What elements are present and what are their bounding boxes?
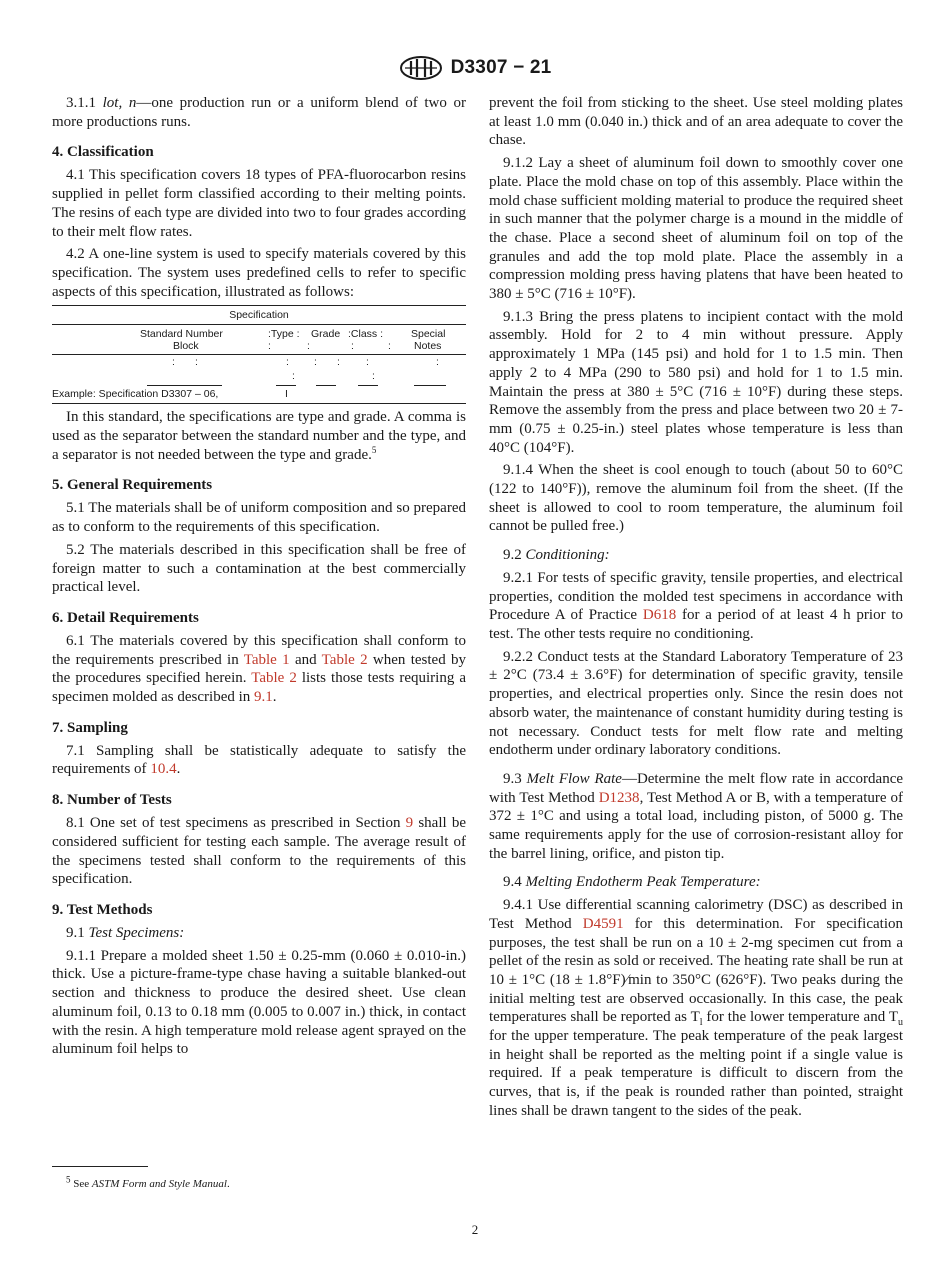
para-9-1-1: 9.1.1 Prepare a molded sheet 1.50 ± 0.25-mm (0.060 ± 0.010-in.) thick. Use a picture-frame-type chase having a suitable blanked-out section and thickness to produce the desired sheet. Use clean aluminum foil, 0.13 to 0.18 mm (0.005 to 0.007 in.) thick, in contact with the resin. A high temperature mold release agent sprayed on the aluminum foil helps to <box>52 947 466 1058</box>
para-9-3: 9.3 Melt Flow Rate—Determine the melt flow rate in accordance with Test Method D1238, Test Method A or B, with a temperature of 372 ± 1°C and using a total load, including piston, of 5000 g. The same requirements apply for the use of corrosion-resistant alloy for the barrel lining, orifice, and piston tip. <box>489 770 904 862</box>
link-d618[interactable]: D618 <box>642 607 677 624</box>
spec-special-label: Special <box>411 328 446 341</box>
footnote-ref: 5 <box>371 444 377 455</box>
left-column <box>52 94 466 1063</box>
para-9-2-2: 9.2.2 Conduct tests at the Standard Laboratory Temperature of 23 ± 2°C (73.4 ± 3.6°F) for determination of specific gravity, tensile properties, and electrical properties only. Since the resin does not absorb water, the maintenance of constant humidity during testing is not necessary. Conduct tests for melt flow rate and melting endotherm under ordinary laboratory conditions. <box>489 648 903 759</box>
section-4-heading: 4. Classification <box>52 144 154 161</box>
spec-std-number-label: Standard Number <box>140 328 223 341</box>
section-9-heading: 9. Test Methods <box>52 901 153 918</box>
link-d1238[interactable]: D1238 <box>598 789 640 806</box>
spec-table-title: Specification <box>229 309 289 322</box>
para-9-1-4: 9.1.4 When the sheet is cool enough to touch (about 50 to 60°C (122 to 140°F)), remove the aluminum foil from the sheet. (If the sheet is allowed to cool to room temperature, the aluminum foil cannot be pulled free.) <box>489 462 903 535</box>
spec-class-label: :Class : <box>348 328 384 341</box>
para-3-1-1: 3.1.1 lot, n—one production run or a uniform blend of two or more productions runs. <box>52 95 466 130</box>
spec-block-label: Block <box>173 340 199 353</box>
footnote: $^5$ See ASTM Form and Style Manual. <box>66 1174 230 1190</box>
spec-example-type: I <box>285 388 288 401</box>
section-6-heading: 6. Detail Requirements <box>52 609 199 626</box>
para-9-2: 9.2 Conditioning: <box>503 547 610 564</box>
section-7-heading: 7. Sampling <box>52 719 128 736</box>
spec-notes-label: Notes <box>414 340 442 353</box>
link-table-2-b[interactable]: Table 2 <box>251 670 297 687</box>
para-4-2: 4.2 A one-line system is used to specify materials covered by this specification. The system uses predefined cells to refer to specific aspects of this specification, illustrated as follows: <box>52 246 466 300</box>
section-5-heading: 5. General Requirements <box>52 477 213 494</box>
astm-logo-icon <box>399 55 443 81</box>
document-id: D3307 − 21 <box>450 57 552 78</box>
page-header <box>0 55 950 85</box>
page-number: 2 <box>471 1222 479 1237</box>
para-5-2: 5.2 The materials described in this specification shall be free of foreign matter to such a contamination at the best commercially practical level. <box>52 541 466 596</box>
para-in-standard: In this standard, the specifications are type and grade. A comma is used as the separator between the standard number and the type, and a separator is not needed between the type and grade.$^5$ <box>52 409 466 463</box>
para-9-2-1: 9.2.1 For tests of specific gravity, tensile properties, and electrical properties, condition the molded test specimens in accordance with Procedure A of Practice D618 for a period of at least 4 h prior to test. The other tests require no conditioning. <box>489 569 903 642</box>
para-7-1: 7.1 Sampling shall be statistically adequate to satisfy the requirements of 10.4. <box>52 742 466 778</box>
para-9-1-2: 9.1.2 Lay a sheet of aluminum foil down to smoothly cover one plate. Place the mold chase on top of this assembly. Place within the mold chase sufficient molding material to produce the required sheet in such manner that the polymer charge is a mound in the middle of the chase. Place a second sheet of aluminum foil on top of the granules and add the top mold plate. Place the assembly in a compression molding press having platens that have been heated to 380 ± 5°C (716 ± 10°F). <box>489 155 903 303</box>
spec-grade-label: Grade <box>311 328 341 341</box>
link-section-9-1[interactable]: 9.1 <box>254 689 273 706</box>
para-9-1: 9.1 Test Specimens: <box>66 924 185 941</box>
footnote-rule <box>52 1166 148 1167</box>
spec-type-label: :Type : <box>268 328 300 341</box>
para-9-1-3: 9.1.3 Bring the press platens to incipient contact with the mold assembly. Hold for 2 to 4 min without pressure. Apply approximately 1 MPa (145 psi) and hold for 1 to 1.5 min. Then apply 2 to 4 MPa (290 to 580 psi) and hold for 1 to 1.5 min. Maintain the press at 380 ± 5°C (716 ± 10°F) during these steps. Remove the assembly from the press and place between two 20 ± 7-mm (0.75 ± 0.25-in.) steel plates whose temperature is less than 40°C (104°F). <box>489 308 903 456</box>
link-section-10-4[interactable]: 10.4 <box>150 761 177 778</box>
para-8-1: 8.1 One set of test specimens as prescribed in Section 9 shall be considered sufficient for testing each sample. The average result of the specimens tested shall conform to the requirements of this specification. <box>52 815 466 888</box>
link-table-2[interactable]: Table 2 <box>321 651 368 668</box>
link-table-1[interactable]: Table 1 <box>243 651 290 668</box>
spec-example: Example: Specification D3307 – 06, <box>52 388 219 401</box>
right-column <box>489 94 903 1125</box>
link-d4591[interactable]: D4591 <box>582 915 624 932</box>
para-6-1: 6.1 The materials covered by this specification shall conform to the requirements prescribed in Table 1 and Table 2 when tested by the procedures specified herein. Table 2 lists those tests requiring a specimen molded as described in 9.1. <box>52 632 467 706</box>
para-4-1: 4.1 This specification covers 18 types of PFA-fluorocarbon resins supplied in pellet form classified according to their melting points. The resins of each type are divided into two to four grades according to their melt flow rates. <box>52 167 466 240</box>
specification-table: Specification Standard Number Block :Type : Grade :Class : Special Notes : : : : : : : : : : : : : Example: Specification D3307 – 06, I <box>52 305 466 404</box>
para-5-1: 5.1 The materials shall be of uniform composition and so prepared as to conform to the requirements of this specification. <box>52 500 466 536</box>
para-9-4: 9.4 Melting Endotherm Peak Temperature: <box>503 874 761 891</box>
link-section-9[interactable]: 9 <box>405 815 414 832</box>
section-8-heading: 8. Number of Tests <box>52 792 172 809</box>
para-9-1-1-cont: prevent the foil from sticking to the sheet. Use steel molding plates at least 1.0 mm (0.040 in.) thick and of an area adequate to cover the chase. <box>489 95 903 149</box>
para-9-4-1: 9.4.1 Use differential scanning calorimetry (DSC) as described in Test Method D4591 for this determination. For specification purposes, the test shall be run on a 10 ± 2-mg specimen cut from a pellet of the resin as sold or received. The heating rate shall be run at 10 ± 1°C (18 ± 1.8°F)⁄min to 350°C (626°F). Two peaks during the initial melting test are observed occasionally. In this case, the peak temperatures shall be reported as $T_l$ for the lower temperature and $T_u$ for the upper temperature. The peak temperature of the peak largest in height shall be reported as the melting point if a single value is required. If a peak temperature is difficult to discern from the curves, that is, if the peak is rounded rather than pointed, straight lines shall be drawn tangent to the sides of the peak. <box>489 897 903 1119</box>
